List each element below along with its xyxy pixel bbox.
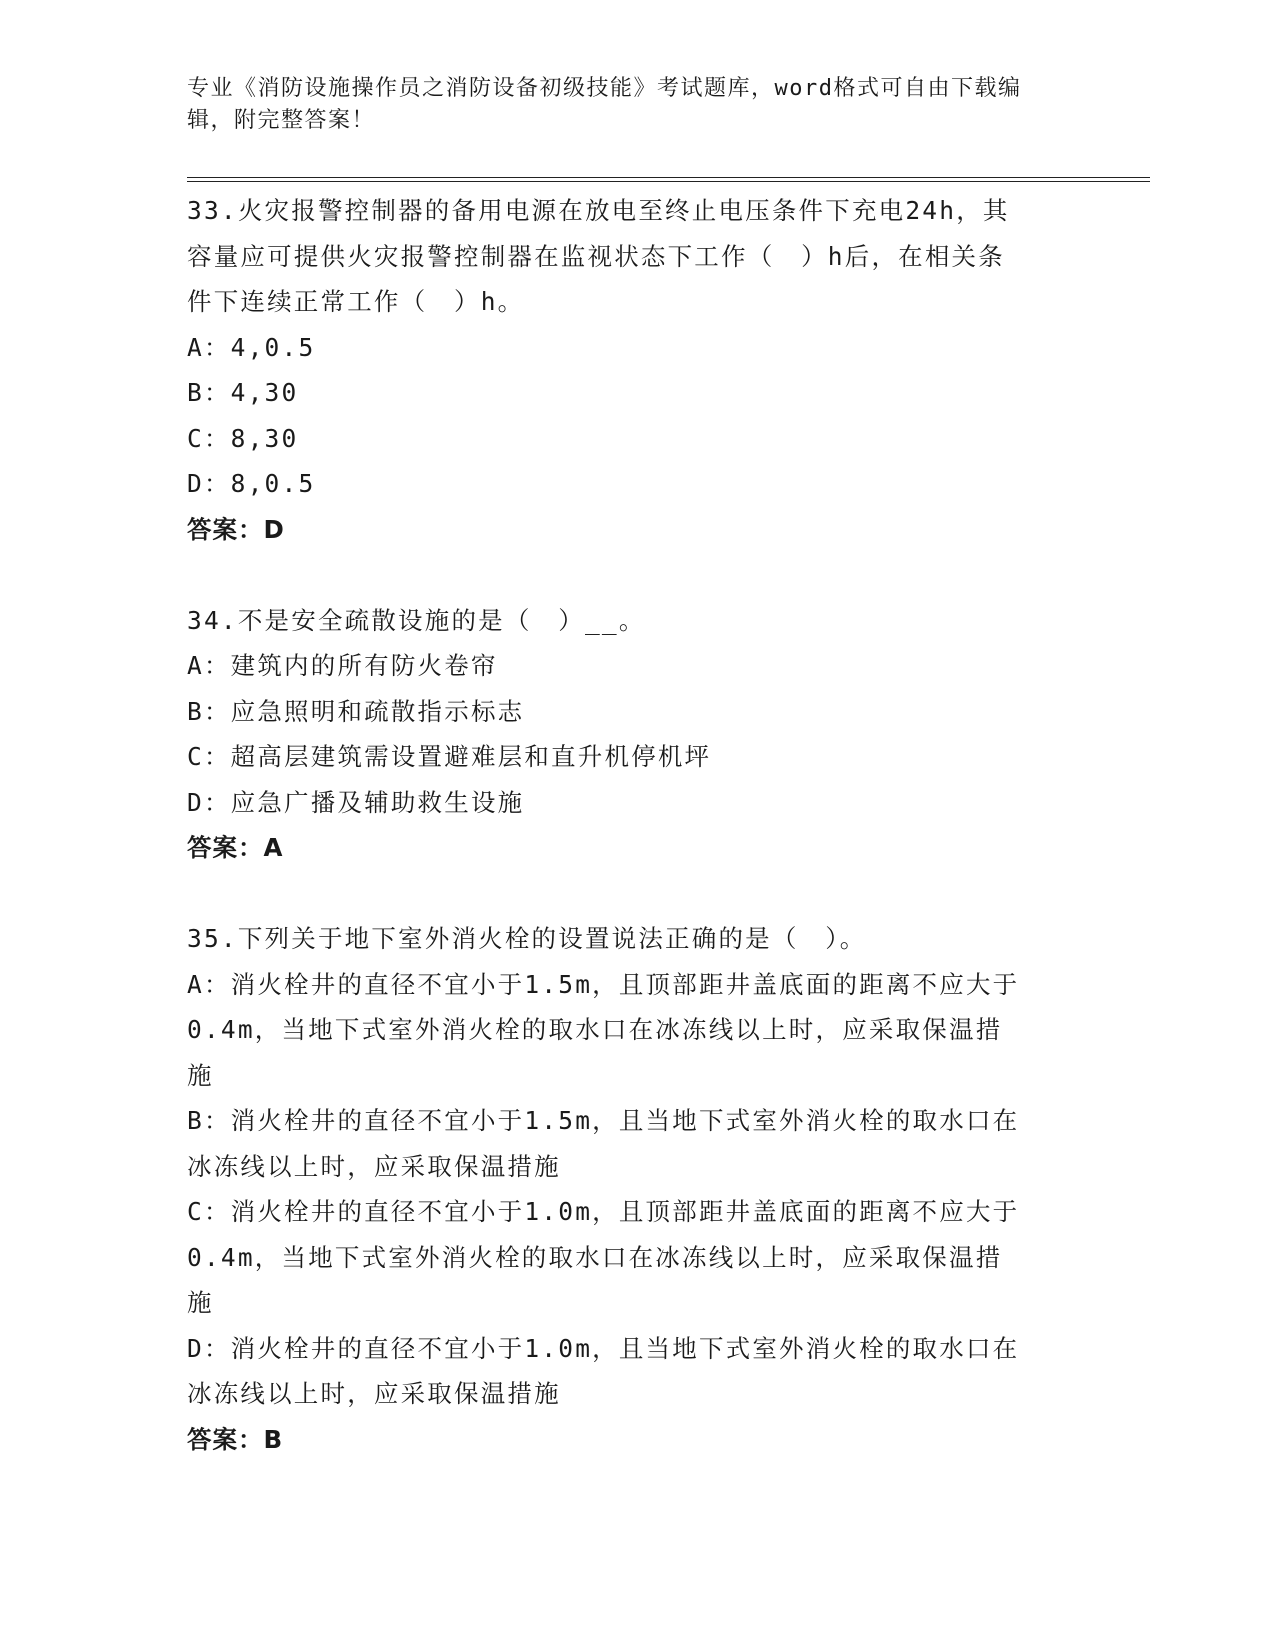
option-b: B：4,30 <box>187 378 299 407</box>
header-line-1: 专业《消防设施操作员之消防设备初级技能》考试题库，word格式可自由下载编 <box>187 76 1022 101</box>
question-stem: 33.火灾报警控制器的备用电源在放电至终止电压条件下充电24h，其 <box>187 196 1010 225</box>
option-c: C：消火栓井的直径不宜小于1.0m，且顶部距井盖底面的距离不应大于 <box>187 1197 1020 1226</box>
option-d: D：应急广播及辅助救生设施 <box>187 787 525 817</box>
option-d: D：消火栓井的直径不宜小于1.0m，且当地下式室外消火栓的取水口在 <box>187 1333 1020 1363</box>
option-a: A：消火栓井的直径不宜小于1.5m，且顶部距井盖底面的距离不应大于 <box>187 969 1020 999</box>
option-d: D：8,0.5 <box>187 469 316 498</box>
answer-label: 答案：A <box>187 833 284 862</box>
option-a-continued: 0.4m，当地下式室外消火栓的取水口在冰冻线以上时，应采取保温措 <box>187 1015 1003 1044</box>
option-b: B：应急照明和疏散指示标志 <box>187 696 525 726</box>
answer-label: 答案：B <box>187 1424 284 1454</box>
question-35 <box>187 916 1087 1462</box>
question-stem: 35.下列关于地下室外消火栓的设置说法正确的是（ ）。 <box>187 924 867 953</box>
option-b: B：消火栓井的直径不宜小于1.5m，且当地下式室外消火栓的取水口在 <box>187 1106 1020 1135</box>
question-stem: 34.不是安全疏散设施的是（ ）__。 <box>187 605 646 635</box>
question-stem: 容量应可提供火灾报警控制器在监视状态下工作（ ）h后，在相关条 <box>187 241 1005 271</box>
option-c-continued: 0.4m，当地下式室外消火栓的取水口在冰冻线以上时，应采取保温措 <box>187 1242 1003 1272</box>
answer-label: 答案：D <box>187 514 285 544</box>
option-d-continued: 冰冻线以上时，应采取保温措施 <box>187 1379 561 1408</box>
option-c: C：8,30 <box>187 423 299 453</box>
option-c: C：超高层建筑需设置避难层和直升机停机坪 <box>187 742 712 771</box>
document-header <box>187 73 1067 137</box>
question-list <box>187 188 1087 1462</box>
option-a-continued: 施 <box>187 1060 214 1090</box>
header-double-rule <box>187 177 1150 182</box>
header-line-2: 辑，附完整答案！ <box>187 108 376 133</box>
option-a: A：4,0.5 <box>187 332 316 362</box>
question-stem: 件下连续正常工作（ ）h。 <box>187 287 525 316</box>
question-33 <box>187 188 1087 552</box>
option-c-continued: 施 <box>187 1288 214 1317</box>
question-34 <box>187 598 1087 871</box>
option-b-continued: 冰冻线以上时，应采取保温措施 <box>187 1151 561 1181</box>
option-a: A：建筑内的所有防火卷帘 <box>187 651 498 680</box>
